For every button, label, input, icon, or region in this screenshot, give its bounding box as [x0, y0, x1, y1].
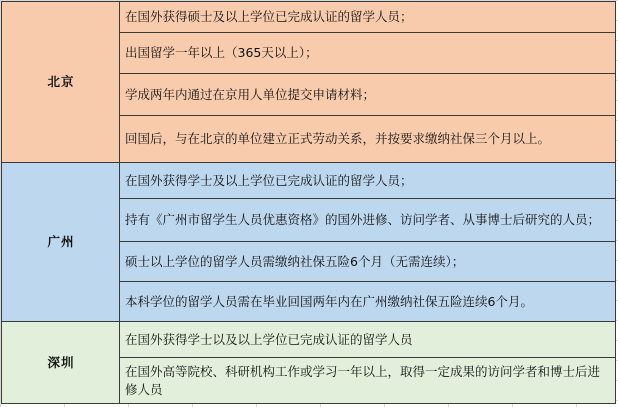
city-cell-beijing: 北京	[2, 2, 120, 163]
requirement-cell: 在国外获得学士以及以上学位已完成认证的留学人员	[120, 322, 616, 358]
table-row	[2, 163, 616, 199]
requirement-cell: 在国外高等院校、科研机构工作或学习一年以上，取得一定成果的访问学者和博士后进修人员	[120, 358, 616, 404]
requirement-cell: 出国留学一年以上（365天以上）；	[120, 33, 616, 74]
table-row	[2, 322, 616, 358]
requirement-cell: 硕士以上学位的留学人员需缴纳社保五险6个月（无需连续）；	[120, 242, 616, 282]
requirement-cell: 持有《广州市留学生人员优惠资格》的国外进修、访问学者、从事博士后研究的人员；	[120, 199, 616, 242]
requirement-cell: 在国外获得学士及以上学位已完成认证的留学人员；	[120, 163, 616, 199]
requirement-cell: 在国外获得硕士及以上学位已完成认证的留学人员；	[120, 2, 616, 33]
city-cell-shenzhen: 深圳	[2, 322, 120, 404]
requirement-cell: 本科学位的留学人员需在毕业回国两年内在广州缴纳社保五险连续6个月。	[120, 282, 616, 322]
table-row	[2, 2, 616, 33]
city-cell-guangzhou: 广州	[2, 163, 120, 322]
requirement-cell: 回国后，与在北京的单位建立正式劳动关系，并按要求缴纳社保三个月以上。	[120, 116, 616, 163]
requirement-cell: 学成两年内通过在京用人单位提交申请材料；	[120, 74, 616, 116]
policy-table	[1, 1, 616, 404]
